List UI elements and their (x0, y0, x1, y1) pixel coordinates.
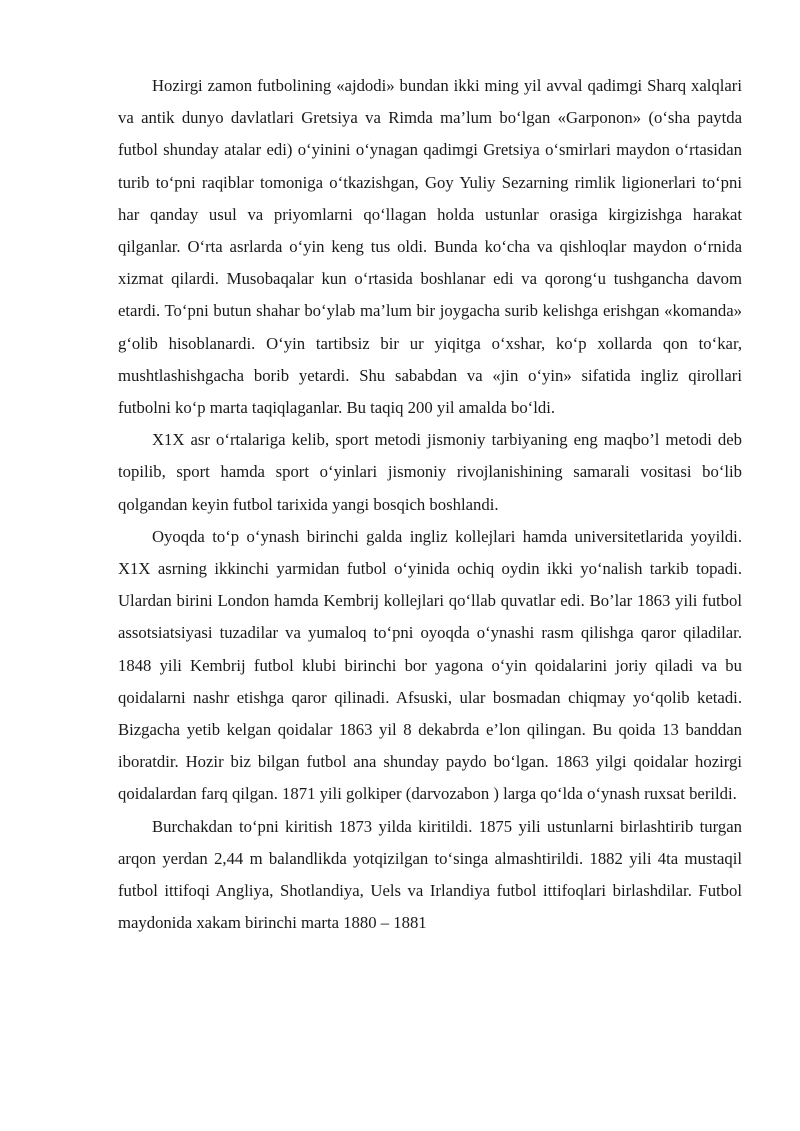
document-page (118, 70, 742, 939)
paragraph-ancient-history: Hozirgi zamon futbolining «ajdodi» bundan ikki ming yil avval qadimgi Sharq xalqlari va antik dunyo davlatlari Gretsiya va Rimda ma’lum bo‘lgan «Garponon» (o‘sha paytda futbol shunday atalar edi) o‘yinini o‘ynagan qadimgi Gretsiya o‘smirlari maydon o‘rtasidan turib to‘pni raqiblar tomoniga o‘tkazishgan, Goy Yuliy Sezarning rimlik ligionerlari to‘pni har qanday usul va priyomlarni qo‘llagan holda ustunlar orasiga kirgizishga harakat qilganlar. O‘rta asrlarda o‘yin keng tus oldi. Bunda ko‘cha va qishloqlar maydon o‘rnida xizmat qilardi. Musobaqalar kun o‘rtasida boshlanar edi va qorong‘u tushgancha davom etardi. To‘pni butun shahar bo‘ylab ma’lum bir joygacha surib kelishga erishgan «komanda» g‘olib hisoblanardi. O‘yin tartibsiz bir ur yiqitga o‘xshar, ko‘p xollarda qon to‘kar, mushtlashishgacha borib yetardi. Shu sababdan va «jin o‘yin» sifatida ingliz qirollari futbolni ko‘p marta taqiqlaganlar. Bu taqiq 200 yil amalda bo‘ldi. (118, 76, 742, 418)
paragraph-rule-changes: Burchakdan to‘pni kiritish 1873 yilda kiritildi. 1875 yili ustunlarni birlashtirib turgan arqon yerdan 2,44 m balandlikda yotqizilgan to‘singa almashtirildi. 1882 yili 4ta mustaqil futbol ittifoqi Angliya, Shotlandiya, Uels va Irlandiya futbol ittifoqlari birlashdilar. Futbol maydonida xakam birinchi marta 1880 – 1881 (118, 816, 742, 933)
paragraph-19th-century: X1X asr o‘rtalariga kelib, sport metodi jismoniy tarbiyaning eng maqbo’l metodi deb topilib, sport hamda sport o‘yinlari jismoniy rivojlanishining samarali vositasi bo‘lib qolgandan keyin futbol tarixida yangi bosqich boshlandi. (118, 430, 742, 514)
paragraph-english-colleges: Oyoqda to‘p o‘ynash birinchi galda ingliz kollejlari hamda universitetlarida yoyildi. X1X asrning ikkinchi yarmidan futbol o‘yinida ochiq oydin ikki yo‘nalish tarkib topadi. Ulardan birini London hamda Kembrij kollejlari qo‘llab quvatlar edi. Bo’lar 1863 yili futbol assotsiatsiyasi tuzadilar va yumaloq to‘pni oyoqda o‘ynashi rasm qilishga qaror qiladilar. 1848 yili Kembrij futbol klubi birinchi bor yagona o‘yin qoidalarini joriy qiladi va bu qoidalarni nashr etishga qaror qilinadi. Afsuski, ular bosmadan chiqmay yo‘qolib ketadi. Bizgacha yetib kelgan qoidalar 1863 yil 8 dekabrda e’lon qilingan. Bu qoida 13 banddan iboratdir. Hozir biz bilgan futbol ana shunday paydo bo‘lgan. 1863 yilgi qoidalar hozirgi qoidalardan farq qilgan. 1871 yili golkiper (darvozabon ) larga qo‘lda o‘ynash ruxsat berildi. (118, 526, 742, 804)
